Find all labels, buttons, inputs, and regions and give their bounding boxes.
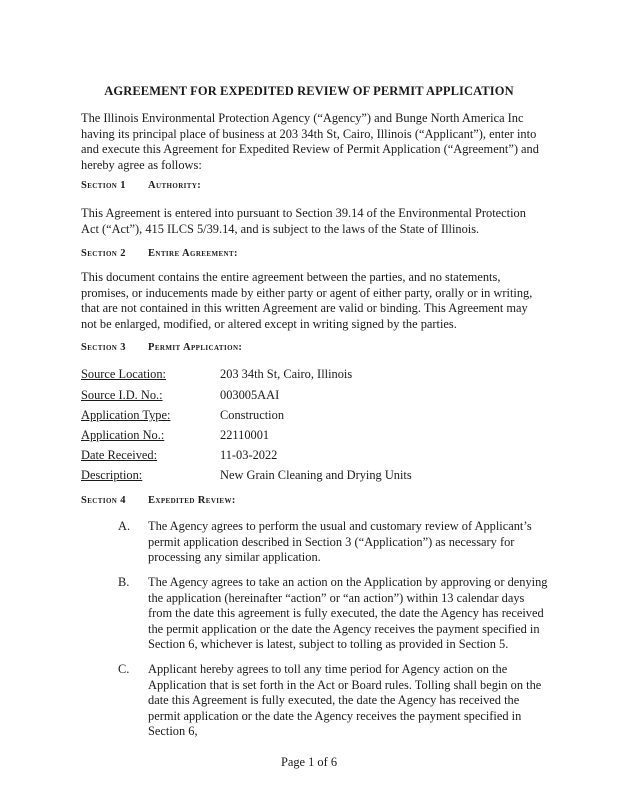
review-item-a	[118, 519, 548, 566]
field-value: 003005AAI	[220, 388, 280, 402]
section-2-heading	[81, 248, 238, 259]
field-value: 203 34th St, Cairo, Illinois	[220, 367, 353, 381]
item-text: The Agency agrees to take an action on the Application by approving or denying the application (hereinafter “action” or “an action”) within 13 calendar days from the date this agreement is fully executed, the date the Agency has received the permit application or the date the Agency receives the payment specified in Section 6, whichever is latest, subject to tolling as provided in Section 5.	[148, 575, 548, 651]
field-label: Source Location:	[81, 367, 166, 381]
field-value: 11-03-2022	[220, 448, 278, 462]
field-label: Application Type:	[81, 408, 171, 422]
field-label: Source I.D. No.:	[81, 388, 163, 402]
page-number: Page 1 of 6	[280, 755, 338, 769]
field-value: New Grain Cleaning and Drying Units	[220, 468, 412, 482]
section-4-heading	[81, 495, 236, 506]
intro-paragraph: The Illinois Environmental Protection Agency (“Agency”) and Bunge North America Inc having its principal place of business at 203 34th St, Cairo, Illinois (“Applicant”), enter into and execute this Agreement for Expedited Review of Permit Application (“Agreement”) and hereby agree as follows:	[81, 111, 539, 172]
field-value: 22110001	[220, 428, 270, 442]
section-3-number: Section 3	[81, 342, 126, 353]
item-letter: C.	[118, 662, 130, 676]
section-4-number: Section 4	[81, 495, 126, 506]
review-item-c	[118, 662, 548, 740]
section-3-heading	[81, 342, 242, 353]
section-2-title: Entire Agreement:	[148, 248, 238, 259]
field-label: Description:	[81, 468, 143, 482]
section-1-heading	[81, 180, 201, 191]
section-1-text: This Agreement is entered into pursuant to Section 39.14 of the Environmental Protection Act (“Act”), 415 ILCS 5/39.14, and is subject to the laws of the State of Illinois.	[81, 206, 526, 236]
item-text: Applicant hereby agrees to toll any time period for Agency action on the Application that is set forth in the Act or Board rules. Tolling shall begin on the date this Agreement is fully executed, the date the Agency has received the permit application or the date the Agency receives the payment specified in Section 6,	[148, 662, 542, 738]
item-text: The Agency agrees to perform the usual and customary review of Applicant’s permit application described in Section 3 (“Application”) as necessary for processing any similar application.	[148, 519, 532, 564]
section-1-number: Section 1	[81, 180, 126, 191]
section-1-title: Authority:	[148, 180, 202, 191]
field-label: Application No.:	[81, 428, 165, 442]
item-letter: B.	[118, 575, 130, 589]
section-2-number: Section 2	[81, 248, 126, 259]
field-value: Construction	[220, 408, 285, 422]
section-2-text: This document contains the entire agreement between the parties, and no statements, promises, or inducements made by either party or agent of either party, orally or in writing, that are not contained in this written Agreement are valid or binding. This Agreement may not be enlarged, modified, or altered except in writing signed by the parties.	[81, 270, 533, 331]
section-3-title: Permit Application:	[148, 342, 243, 353]
section-4-title: Expedited Review:	[148, 495, 236, 506]
document-title: AGREEMENT FOR EXPEDITED REVIEW OF PERMIT APPLICATION	[104, 84, 514, 98]
review-item-b	[118, 575, 548, 653]
field-label: Date Received:	[81, 448, 158, 462]
item-letter: A.	[118, 519, 131, 533]
